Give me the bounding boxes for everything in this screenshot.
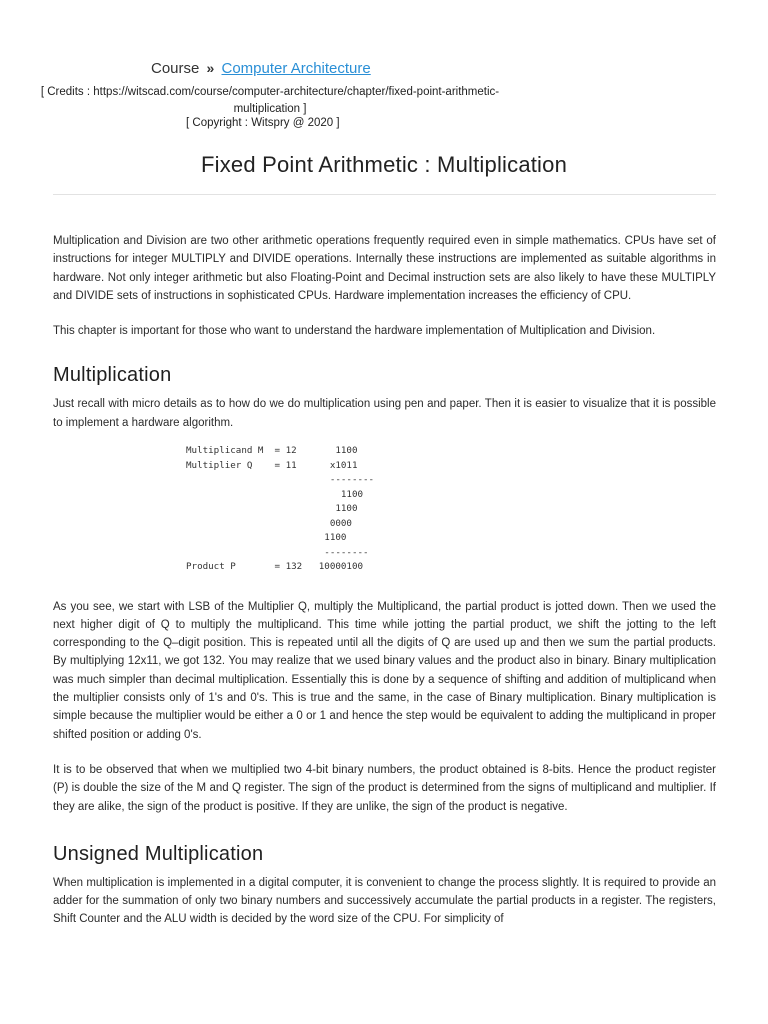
copyright-text: [ Copyright : Witspry @ 2020 ] xyxy=(186,117,340,129)
multiplication-paragraph-3: It is to be observed that when we multiplied two 4-bit binary numbers, the product obtained is 8-bits. Hence the product register (P) is double the size of the M and Q register. The sign of the product is determined from the signs of multiplicand and multiplier. If they are alike, the sign of the product is positive. If they are unlike, the sign of the product is negative. xyxy=(53,763,716,813)
multiplication-paragraph-2: As you see, we start with LSB of the Multiplier Q, multiply the Multiplicand, the partial product is jotted down. Then we used the next higher digit of Q to multiply the multiplicand. This time while jotting the partial product, we shift the jotting to the left corresponding to the Q–digit position. This is repeated until all the digits of Q are used up and then we sum the partial products. By multiplying 12x11, we got 132. You may realize that we used binary values and the product also in binary. Binary multiplication was much simpler than decimal multiplication. Essentially this is done by a sequence of shifting and addition of multiplicand when the multiplier consists only of 1's and 0's. This is true and the same, in the case of Binary multiplication. Binary multiplication is simple because the multiplier would be either a 0 or 1 and hence the step would be equivalent to adding the multiplicand in proper shifted position or adding 0's. xyxy=(53,600,716,741)
intro-paragraph-1: Multiplication and Division are two other arithmetic operations frequently required even in simple mathematics. CPUs have set of instructions for integer MULTIPLY and DIVIDE operations. Internally these instructions are implemented as suitable algorithms in hardware. Not only integer arithmetic but also Floating-Point and Decimal instruction sets are also likely to have these MULTIPLY and DIVIDE sets of instructions in sophisticated CPUs. Hardware implementation increases the efficiency of CPU. xyxy=(53,235,716,302)
breadcrumb xyxy=(151,60,371,77)
multiplication-paragraph-1: Just recall with micro details as to how do we do multiplication using pen and paper. Then it is easier to visualize that it is possible to implement a hardware algorithm. xyxy=(53,398,716,429)
breadcrumb-course-label: Course xyxy=(151,60,200,77)
section-heading-unsigned-multiplication: Unsigned Multiplication xyxy=(53,842,264,865)
article-body xyxy=(53,232,716,929)
intro-paragraph-2: This chapter is important for those who want to understand the hardware implementation of Multiplication and Division. xyxy=(53,325,656,338)
multiplication-example: Multiplicand M = 12 1100 Multiplier Q = 11 x1011 -------- 1100 1100 0000 1100 -------- Product P = 132 10000100 xyxy=(186,445,375,573)
course-link[interactable]: Computer Architecture xyxy=(221,60,371,77)
page-title: Fixed Point Arithmetic : Multiplication xyxy=(200,152,568,177)
unsigned-paragraph-1: When multiplication is implemented in a digital computer, it is convenient to change the process slightly. It is required to provide an adder for the summation of only two binary numbers and successively accumulate the partial products in a register. The registers, Shift Counter and the ALU width is decided by the word size of the CPU. For simplicity of xyxy=(53,876,716,926)
chevron-double-right-icon: » xyxy=(206,60,215,76)
section-heading-multiplication: Multiplication xyxy=(53,364,172,387)
title-divider xyxy=(53,194,716,195)
credits-text: [ Credits : https://witscad.com/course/computer-architecture/chapter/fixed-point-arithmetic-multiplication ] xyxy=(40,86,500,115)
